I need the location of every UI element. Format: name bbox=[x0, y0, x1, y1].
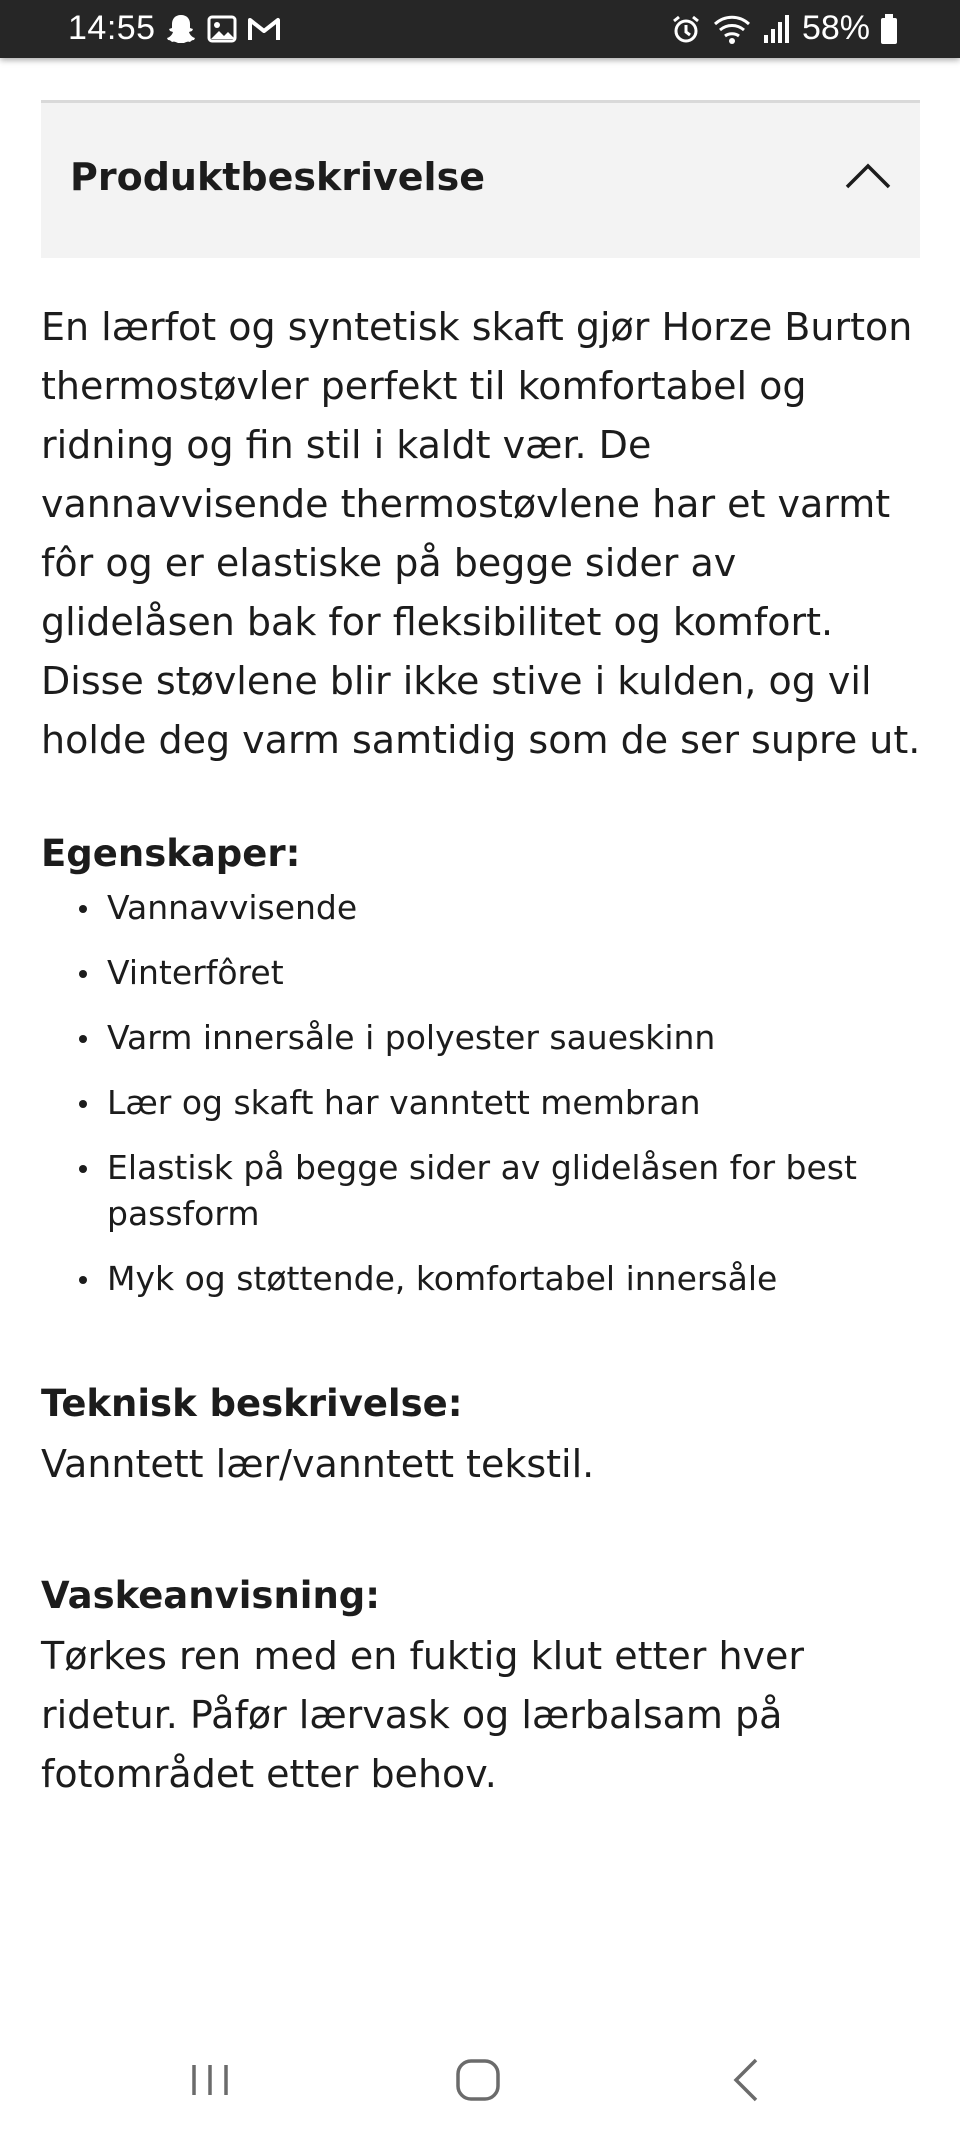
gmail-icon bbox=[246, 13, 282, 45]
technical-heading: Teknisk beskrivelse: bbox=[41, 1382, 463, 1425]
signal-icon bbox=[762, 13, 792, 45]
recent-apps-icon[interactable] bbox=[180, 2050, 240, 2110]
notification-icons bbox=[164, 12, 282, 46]
system-indicators bbox=[670, 9, 898, 48]
care-heading: Vaskeanvisning: bbox=[41, 1574, 381, 1617]
list-item bbox=[41, 1015, 926, 1061]
feature-text: Vinterfôret bbox=[107, 953, 284, 992]
features-list bbox=[41, 885, 926, 1302]
alarm-icon bbox=[670, 13, 702, 45]
bullet-icon bbox=[79, 905, 87, 913]
battery-icon bbox=[880, 13, 898, 45]
feature-text: Lær og skaft har vanntett membran bbox=[107, 1083, 701, 1122]
feature-text: Elastisk på begge sider av glidelåsen for best passform bbox=[107, 1148, 857, 1233]
description-text: En lærfot og syntetisk skaft gjør Horze Burton thermostøvler perfekt til komfortabel og ridning og fin stil i kaldt vær. De vannavvisende thermostøvlene har et varmt fôr og er elastiske på begge sider av glidelåsen bak for fleksibilitet og komfort. Disse støvlene blir ikke stive i kulden, og vil holde deg varm samtidig som de ser supre ut. bbox=[41, 305, 921, 762]
bullet-icon bbox=[79, 970, 87, 978]
feature-text: Varm innersåle i polyester saueskinn bbox=[107, 1018, 716, 1057]
list-item bbox=[41, 950, 926, 996]
status-bar bbox=[0, 0, 960, 58]
system-navigation-bar bbox=[0, 2030, 960, 2140]
feature-text: Vannavvisende bbox=[107, 888, 358, 927]
home-icon[interactable] bbox=[448, 2050, 508, 2110]
list-item bbox=[41, 1256, 926, 1302]
bullet-icon bbox=[79, 1276, 87, 1284]
bullet-icon bbox=[79, 1035, 87, 1043]
features-heading: Egenskaper: bbox=[41, 832, 301, 875]
technical-text: Vanntett lær/vanntett tekstil. bbox=[41, 1442, 595, 1486]
gallery-icon bbox=[206, 13, 238, 45]
list-item bbox=[41, 885, 926, 931]
chevron-up-icon[interactable] bbox=[844, 161, 892, 191]
list-item bbox=[41, 1145, 926, 1237]
battery-percent: 58% bbox=[801, 9, 870, 47]
bullet-icon bbox=[79, 1165, 87, 1173]
feature-text: Myk og støttende, komfortabel innersåle bbox=[107, 1259, 778, 1298]
accordion-title: Produktbeskrivelse bbox=[70, 155, 485, 199]
snapchat-icon bbox=[164, 12, 198, 46]
bullet-icon bbox=[79, 1100, 87, 1108]
care-text: Tørkes ren med en fuktig klut etter hver ridetur. Påfør lærvask og lærbalsam på fotområdet etter behov. bbox=[41, 1634, 805, 1796]
list-item bbox=[41, 1080, 926, 1126]
product-description-accordion[interactable] bbox=[41, 100, 920, 258]
wifi-icon bbox=[712, 13, 752, 45]
status-time: 14:55 bbox=[68, 9, 156, 47]
back-icon[interactable] bbox=[718, 2050, 778, 2110]
product-description-content bbox=[41, 298, 926, 1804]
